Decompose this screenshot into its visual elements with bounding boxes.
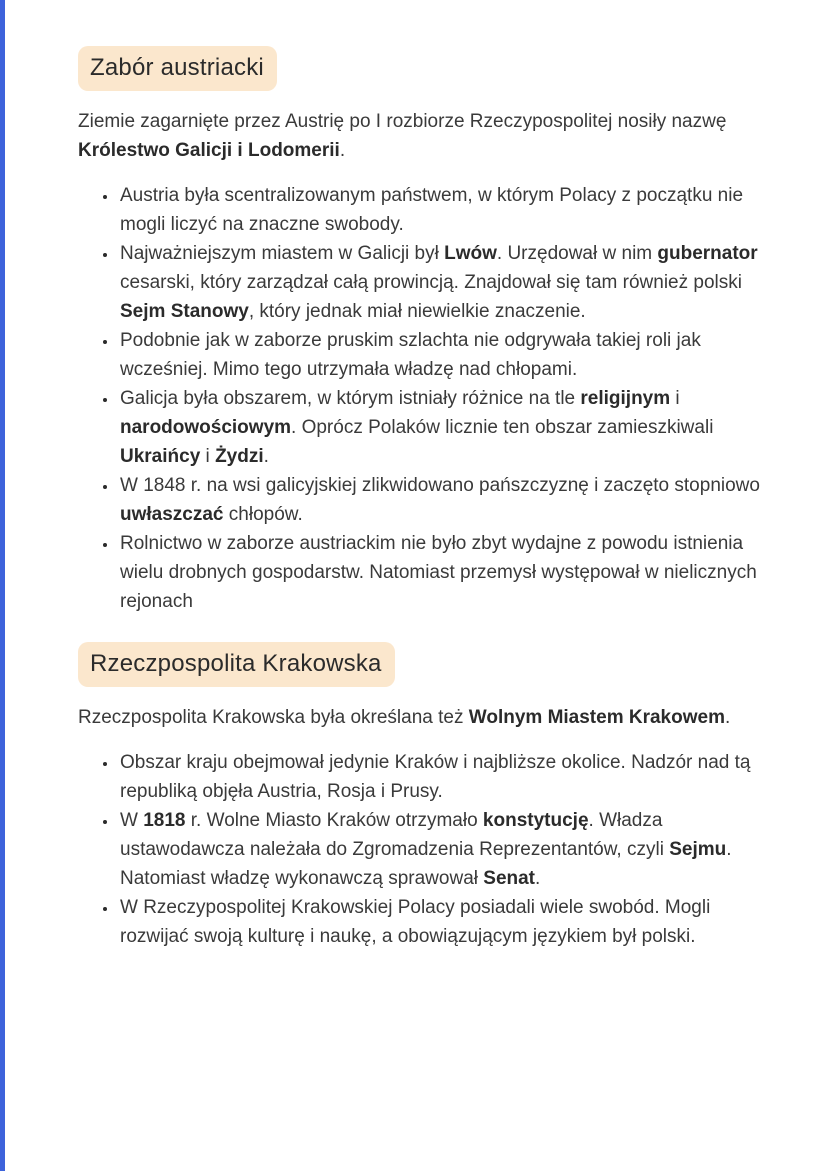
note-section-1: [78, 46, 776, 616]
text-run: . Urzędował w nim: [496, 243, 658, 264]
text-run: i: [200, 446, 216, 467]
section-heading: Rzeczpospolita Krakowska: [78, 642, 395, 687]
bold-text: religijnym: [580, 388, 671, 409]
bold-text: Wolnym Miastem Krakowem: [468, 707, 725, 728]
list-item: [118, 893, 776, 951]
text-run: Rolnictwo w zaborze austriackim nie było zbyt wydajne z powodu istnienia wielu drobnych gospodarstw. Natomiast przemysł występował w nielicznych rejonach: [120, 533, 757, 612]
bold-text: Królestwo Galicji i Lodomerii: [78, 140, 340, 161]
list-item: [118, 471, 776, 529]
section-intro: [78, 703, 776, 732]
list-item: [118, 326, 776, 384]
text-run: W Rzeczypospolitej Krakowskiej Polacy posiadali wiele swobód. Mogli rozwijać swoją kulturę i naukę, a obowiązującym językiem był polski.: [120, 897, 711, 947]
section-bullet-list: [78, 748, 776, 951]
text-run: .: [339, 140, 346, 161]
list-item: [118, 748, 776, 806]
bold-text: Senat: [483, 868, 536, 889]
text-run: . Oprócz Polaków licznie ten obszar zamieszkiwali: [291, 417, 714, 438]
text-run: cesarski, który zarządzał całą prowincją. Znajdował się tam również polski: [120, 272, 742, 293]
text-run: chłopów.: [223, 504, 303, 525]
text-run: Obszar kraju obejmował jedynie Kraków i najbliższe okolice. Nadzór nad tą republiką objęła Austria, Rosja i Prusy.: [120, 752, 751, 802]
section-intro: [78, 107, 776, 165]
text-run: Podobnie jak w zaborze pruskim szlachta nie odgrywała takiej roli jak wcześniej. Mimo tego utrzymała władzę nad chłopami.: [120, 330, 701, 380]
text-run: Galicja była obszarem, w którym istniały różnice na tle: [120, 388, 581, 409]
text-run: .: [263, 446, 269, 467]
text-run: Austria była scentralizowanym państwem, w którym Polacy z początku nie mogli liczyć na znaczne swobody.: [120, 185, 744, 235]
text-run: W 1848 r. na wsi galicyjskiej zlikwidowano pańszczyznę i zaczęto stopniowo: [120, 475, 760, 496]
bold-text: Żydzi: [215, 446, 264, 467]
bold-text: uwłaszczać: [120, 504, 224, 525]
text-run: Ziemie zagarnięte przez Austrię po I rozbiorze Rzeczypospolitej nosiły nazwę: [78, 111, 727, 132]
text-run: W: [120, 810, 144, 831]
section-bullet-list: [78, 181, 776, 616]
bold-text: konstytucję: [482, 810, 589, 831]
text-run: Rzeczpospolita Krakowska była określana też: [78, 707, 469, 728]
page-accent-bar: [0, 0, 5, 1171]
text-run: Najważniejszym miastem w Galicji był: [120, 243, 445, 264]
bold-text: gubernator: [657, 243, 758, 264]
bold-text: Sejm Stanowy: [120, 301, 249, 322]
bold-text: 1818: [143, 810, 186, 831]
text-run: . Władza ustawodawcza należała do Zgromadzenia Reprezentantów, czyli: [120, 810, 670, 860]
bold-text: Sejmu: [669, 839, 727, 860]
bold-text: narodowościowym: [120, 417, 292, 438]
bold-text: Ukraińcy: [120, 446, 201, 467]
section-heading-highlight: [78, 46, 776, 91]
section-heading: Zabór austriacki: [78, 46, 277, 91]
text-run: .: [535, 868, 541, 889]
note-section-2: [78, 642, 776, 951]
text-run: . Natomiast władzę wykonawczą sprawował: [120, 839, 732, 889]
bold-text: Lwów: [444, 243, 497, 264]
section-heading-highlight: [78, 642, 776, 687]
list-item: [118, 181, 776, 239]
text-run: r. Wolne Miasto Kraków otrzymało: [185, 810, 483, 831]
list-item: [118, 384, 776, 471]
text-run: .: [724, 707, 731, 728]
list-item: [118, 239, 776, 326]
list-item: [118, 529, 776, 616]
list-item: [118, 806, 776, 893]
text-run: i: [670, 388, 680, 409]
text-run: , który jednak miał niewielkie znaczenie.: [248, 301, 586, 322]
